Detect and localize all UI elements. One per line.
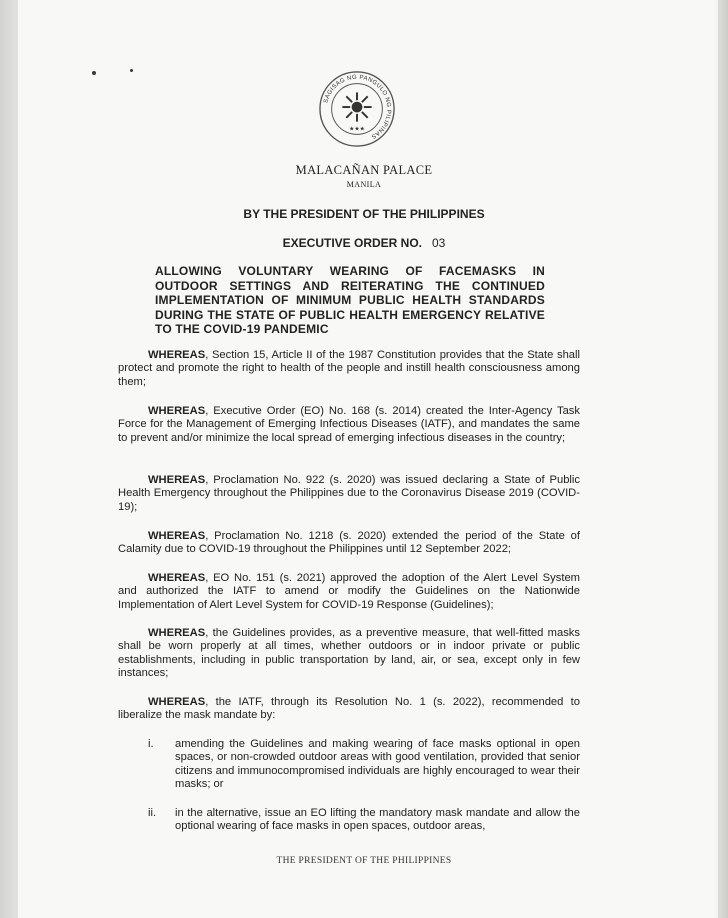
list-item-number: i. (148, 738, 154, 750)
whereas-text: , Executive Order (EO) No. 168 (s. 2014) created the Inter-Agency Task Force for the Management of Emerging Infectious Diseases (IATF), and mandates the same to prevent and/or minimize the local spread of emerging infectious diseases in the country; (118, 405, 580, 444)
whereas-lead: WHEREAS (148, 349, 206, 361)
palace-name: MALACAÑAN PALACE (295, 163, 433, 177)
eo-label: EXECUTIVE ORDER NO. (282, 236, 422, 250)
whereas-text: , Proclamation No. 1218 (s. 2020) extended the period of the State of Calamity due to COVID-19 throughout the Philippines until 12 September 2022; (118, 530, 580, 556)
whereas-lead: WHEREAS (148, 405, 206, 417)
whereas-text: , Section 15, Article II of the 1987 Constitution provides that the State shall protect and promote the right to health of the people and instill health consciousness among them; (118, 349, 580, 388)
whereas-clause (118, 405, 580, 445)
whereas-clause (118, 349, 580, 389)
list-item (148, 807, 580, 834)
scan-speck (92, 71, 96, 75)
list-item-number: ii. (148, 807, 157, 819)
whereas-clause (118, 530, 580, 557)
page-edge-shadow (714, 0, 728, 918)
svg-text:★★★: ★★★ (349, 126, 365, 133)
whereas-text: , EO No. 151 (s. 2021) approved the adoption of the Alert Level System and authorized the IATF to amend or modify the Guidelines on the Nationwide Implementation of Alert Level System for COVID-19 Response (Guidelines); (118, 572, 580, 611)
by-line: BY THE PRESIDENT OF THE PHILIPPINES (243, 207, 485, 221)
whereas-lead: WHEREAS (148, 474, 206, 486)
list-item-text: amending the Guidelines and making wearing of face masks optional in open spaces, or non-crowded outdoor areas with good ventilation, provided that senior citizens and immunocompromised individuals are highly encouraged to wear their masks; or (175, 738, 580, 790)
list-item-text: in the alternative, issue an EO lifting the mandatory mask mandate and allow the optional wearing of face masks in open spaces, outdoor areas, (175, 807, 580, 833)
whereas-lead: WHEREAS (148, 627, 206, 639)
eo-heading (0, 236, 728, 250)
whereas-clause (118, 572, 580, 612)
eo-number: 03 (432, 236, 446, 250)
city-name: MANILA (346, 180, 382, 189)
whereas-text: , the IATF, through its Resolution No. 1 (s. 2022), recommended to liberalize the mask mandate by: (118, 696, 580, 722)
whereas-lead: WHEREAS (148, 696, 206, 708)
list-item (148, 738, 580, 791)
whereas-text: , the Guidelines provides, as a preventive measure, that well-fitted masks shall be worn properly at all times, whether outdoors or in indoor private or public establishments, including in public transportation by land, air, or sea, except only in few instances; (118, 627, 580, 679)
whereas-clause (118, 627, 580, 680)
whereas-lead: WHEREAS (148, 572, 206, 584)
seal-text: SAGISAG NG PANGULO NG PILIPINAS (323, 74, 392, 140)
page-footer: THE PRESIDENT OF THE PHILIPPINES (276, 856, 452, 866)
whereas-text: , Proclamation No. 922 (s. 2020) was issued declaring a State of Public Health Emergency throughout the Philippines due to the Coronavirus Disease 2019 (COVID-19); (118, 474, 580, 513)
scan-speck (130, 69, 133, 72)
order-title: ALLOWING VOLUNTARY WEARING OF FACEMASKS IN OUTDOOR SETTINGS AND REITERATING THE CONTINUED IMPLEMENTATION OF MINIMUM PUBLIC HEALTH STANDARDS DURING THE STATE OF PUBLIC HEALTH EMERGENCY RELATIVE TO THE COVID-19 PANDEMIC (155, 264, 545, 337)
whereas-clause (118, 474, 580, 514)
whereas-clause (118, 696, 580, 723)
whereas-lead: WHEREAS (148, 530, 206, 542)
presidential-seal (318, 70, 396, 148)
